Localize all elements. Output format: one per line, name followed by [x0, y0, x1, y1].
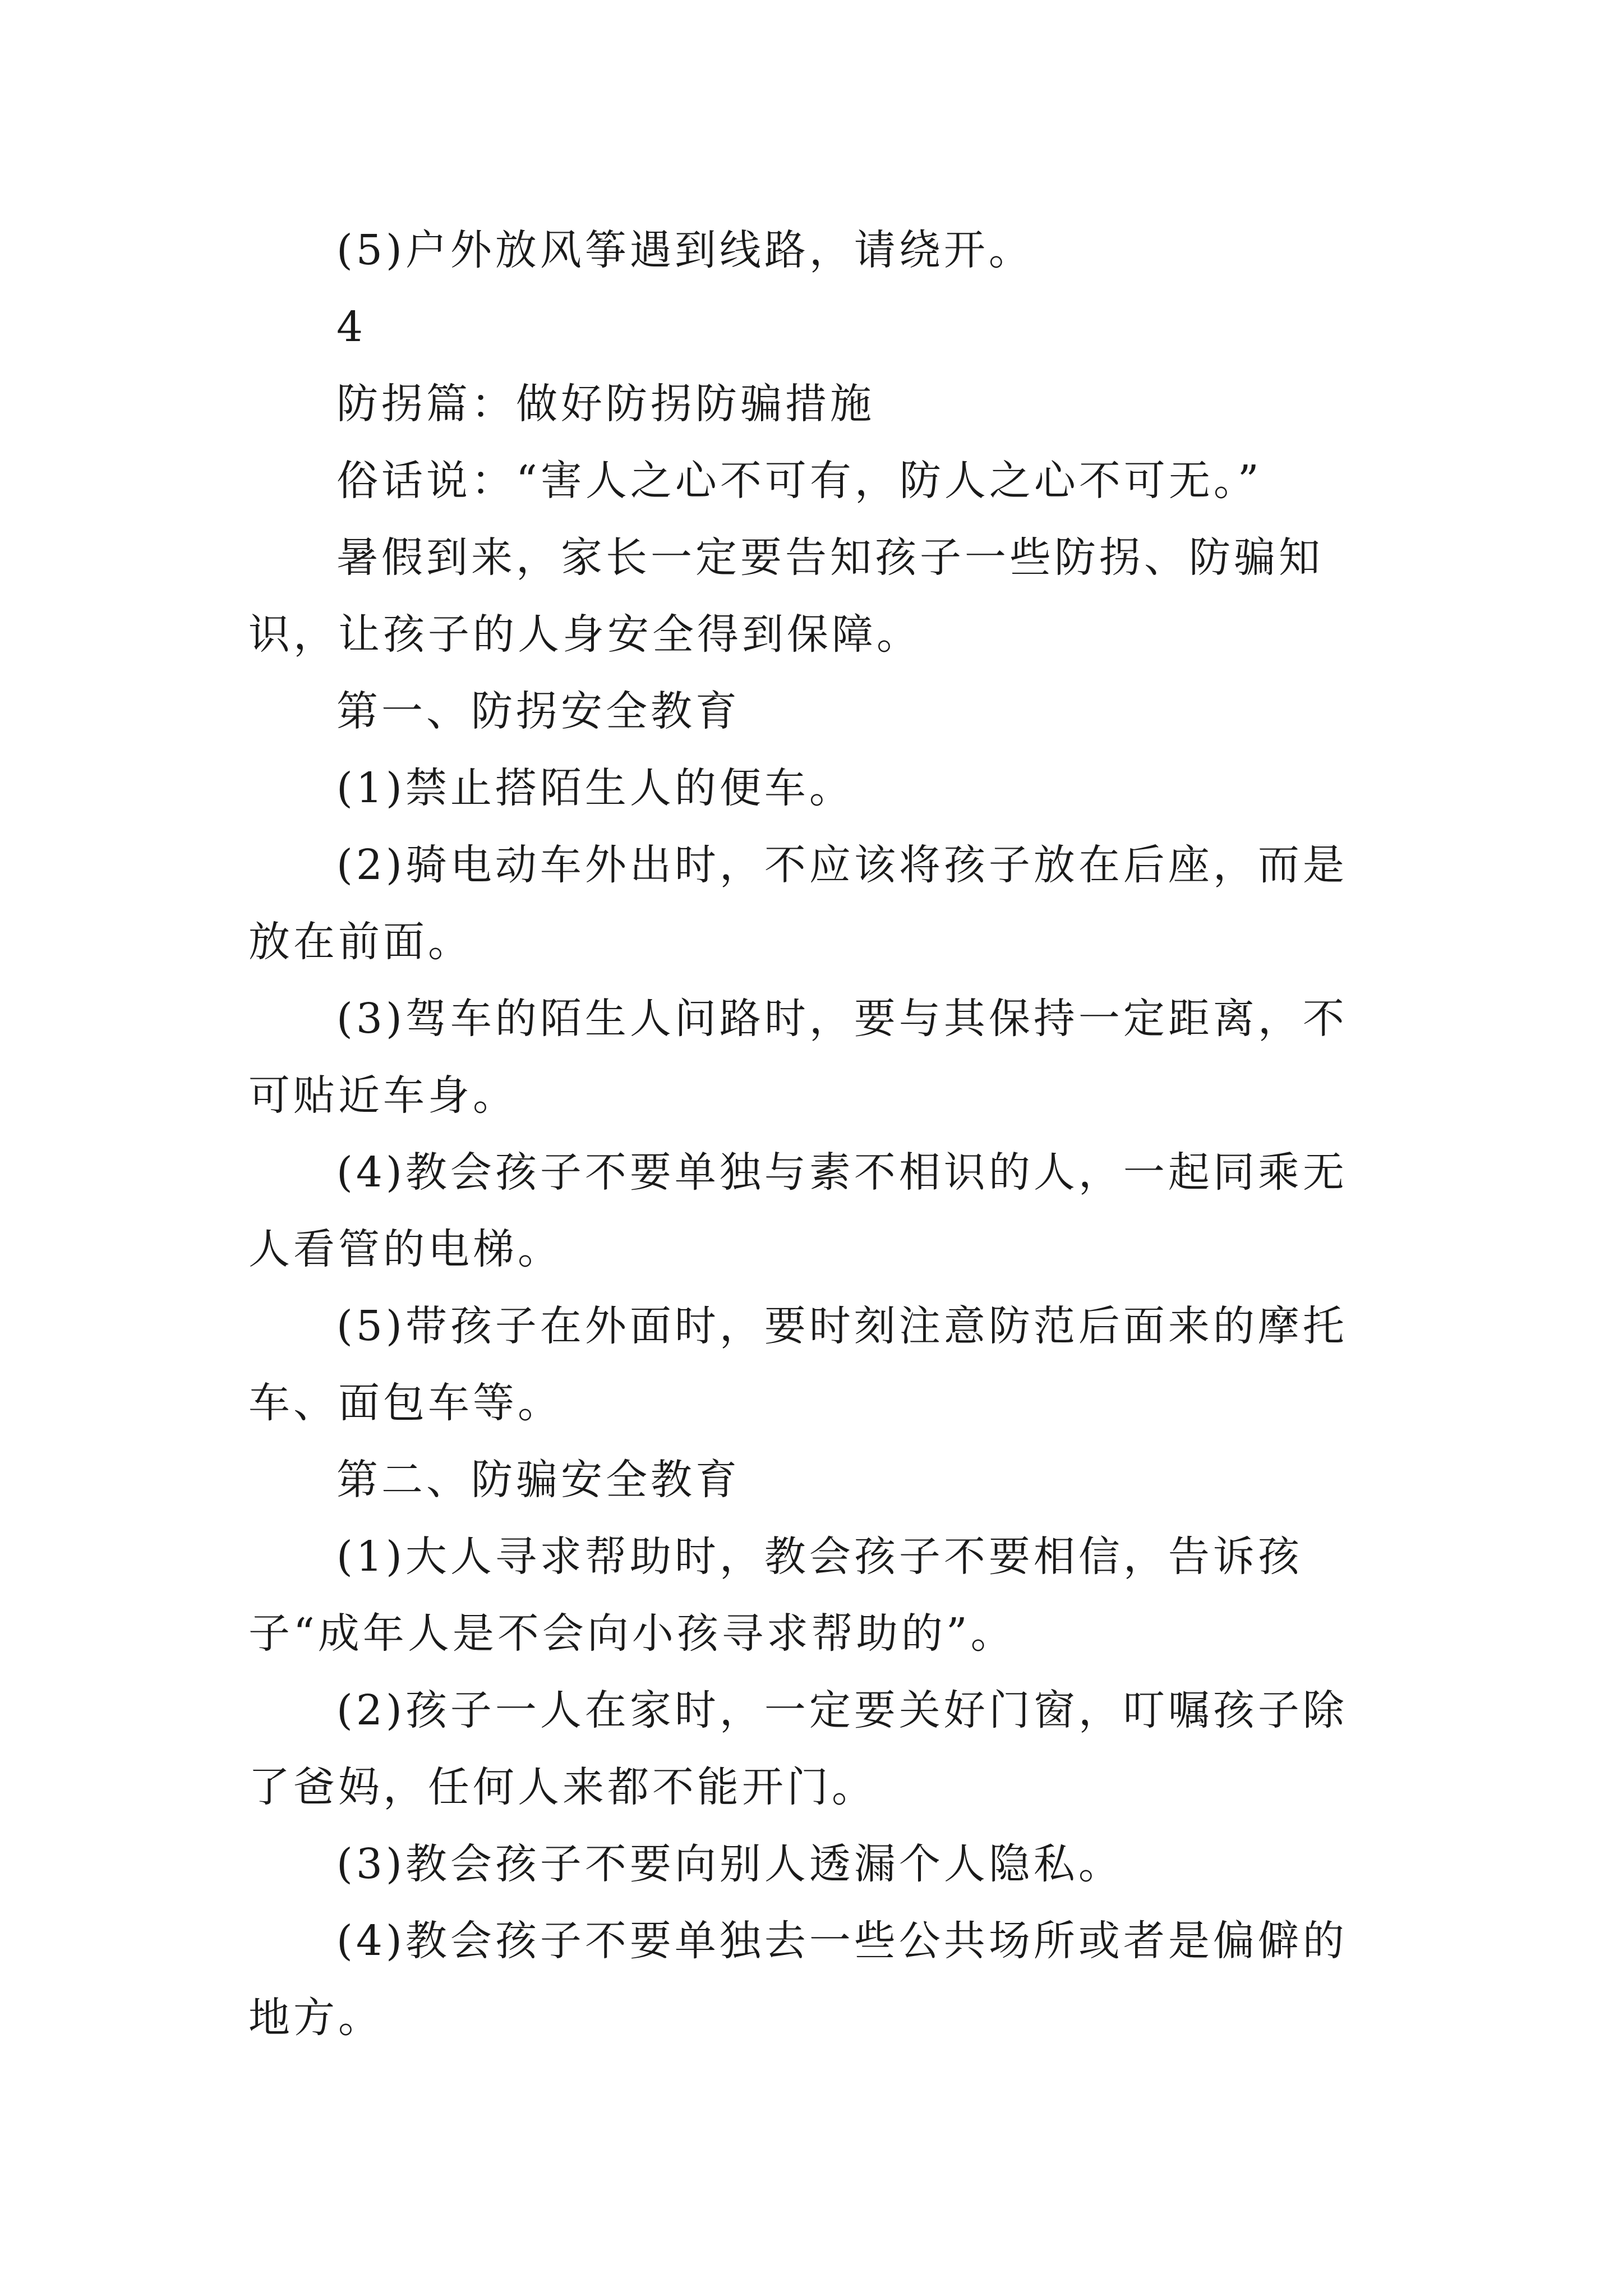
list-item-kite: (5)户外放风筝遇到线路，请绕开。	[336, 226, 1034, 274]
list-item: (2)骑电动车外出时，不应该将孩子放在后座，而是放在前面。	[248, 841, 1348, 966]
intro-paragraph: 暑假到来，家长一定要告知孩子一些防拐、防骗知识，让孩子的人身安全得到保障。	[248, 533, 1324, 659]
subsection-heading-anti-abduction: 第一、防拐安全教育	[336, 687, 740, 735]
list-item: (3)教会孩子不要向别人透漏个人隐私。	[336, 1840, 1123, 1888]
proverb-paragraph: 俗话说：“害人之心不可有，防人之心不可无。”	[336, 457, 1262, 505]
list-item: (1)禁止搭陌生人的便车。	[336, 764, 854, 812]
section-title: 防拐篇：做好防拐防骗措施	[336, 380, 875, 428]
list-item: (5)带孩子在外面时，要时刻注意防范后面来的摩托车、面包车等。	[248, 1302, 1348, 1427]
document-body	[248, 212, 1387, 2056]
list-item: (4)教会孩子不要单独与素不相识的人，一起同乘无人看管的电梯。	[248, 1148, 1348, 1273]
subsection-heading-anti-fraud: 第二、防骗安全教育	[336, 1456, 740, 1504]
list-item: (1)大人寻求帮助时，教会孩子不要相信，告诉孩子“成年人是不会向小孩寻求帮助的”。	[248, 1533, 1303, 1658]
list-item: (3)驾车的陌生人问路时，要与其保持一定距离，不可贴近车身。	[248, 995, 1348, 1120]
list-item: (2)孩子一人在家时，一定要关好门窗，叮嘱孩子除了爸妈，任何人来都不能开门。	[248, 1686, 1348, 1811]
list-item: (4)教会孩子不要单独去一些公共场所或者是偏僻的地方。	[248, 1917, 1348, 2042]
section-number: 4	[336, 303, 367, 351]
